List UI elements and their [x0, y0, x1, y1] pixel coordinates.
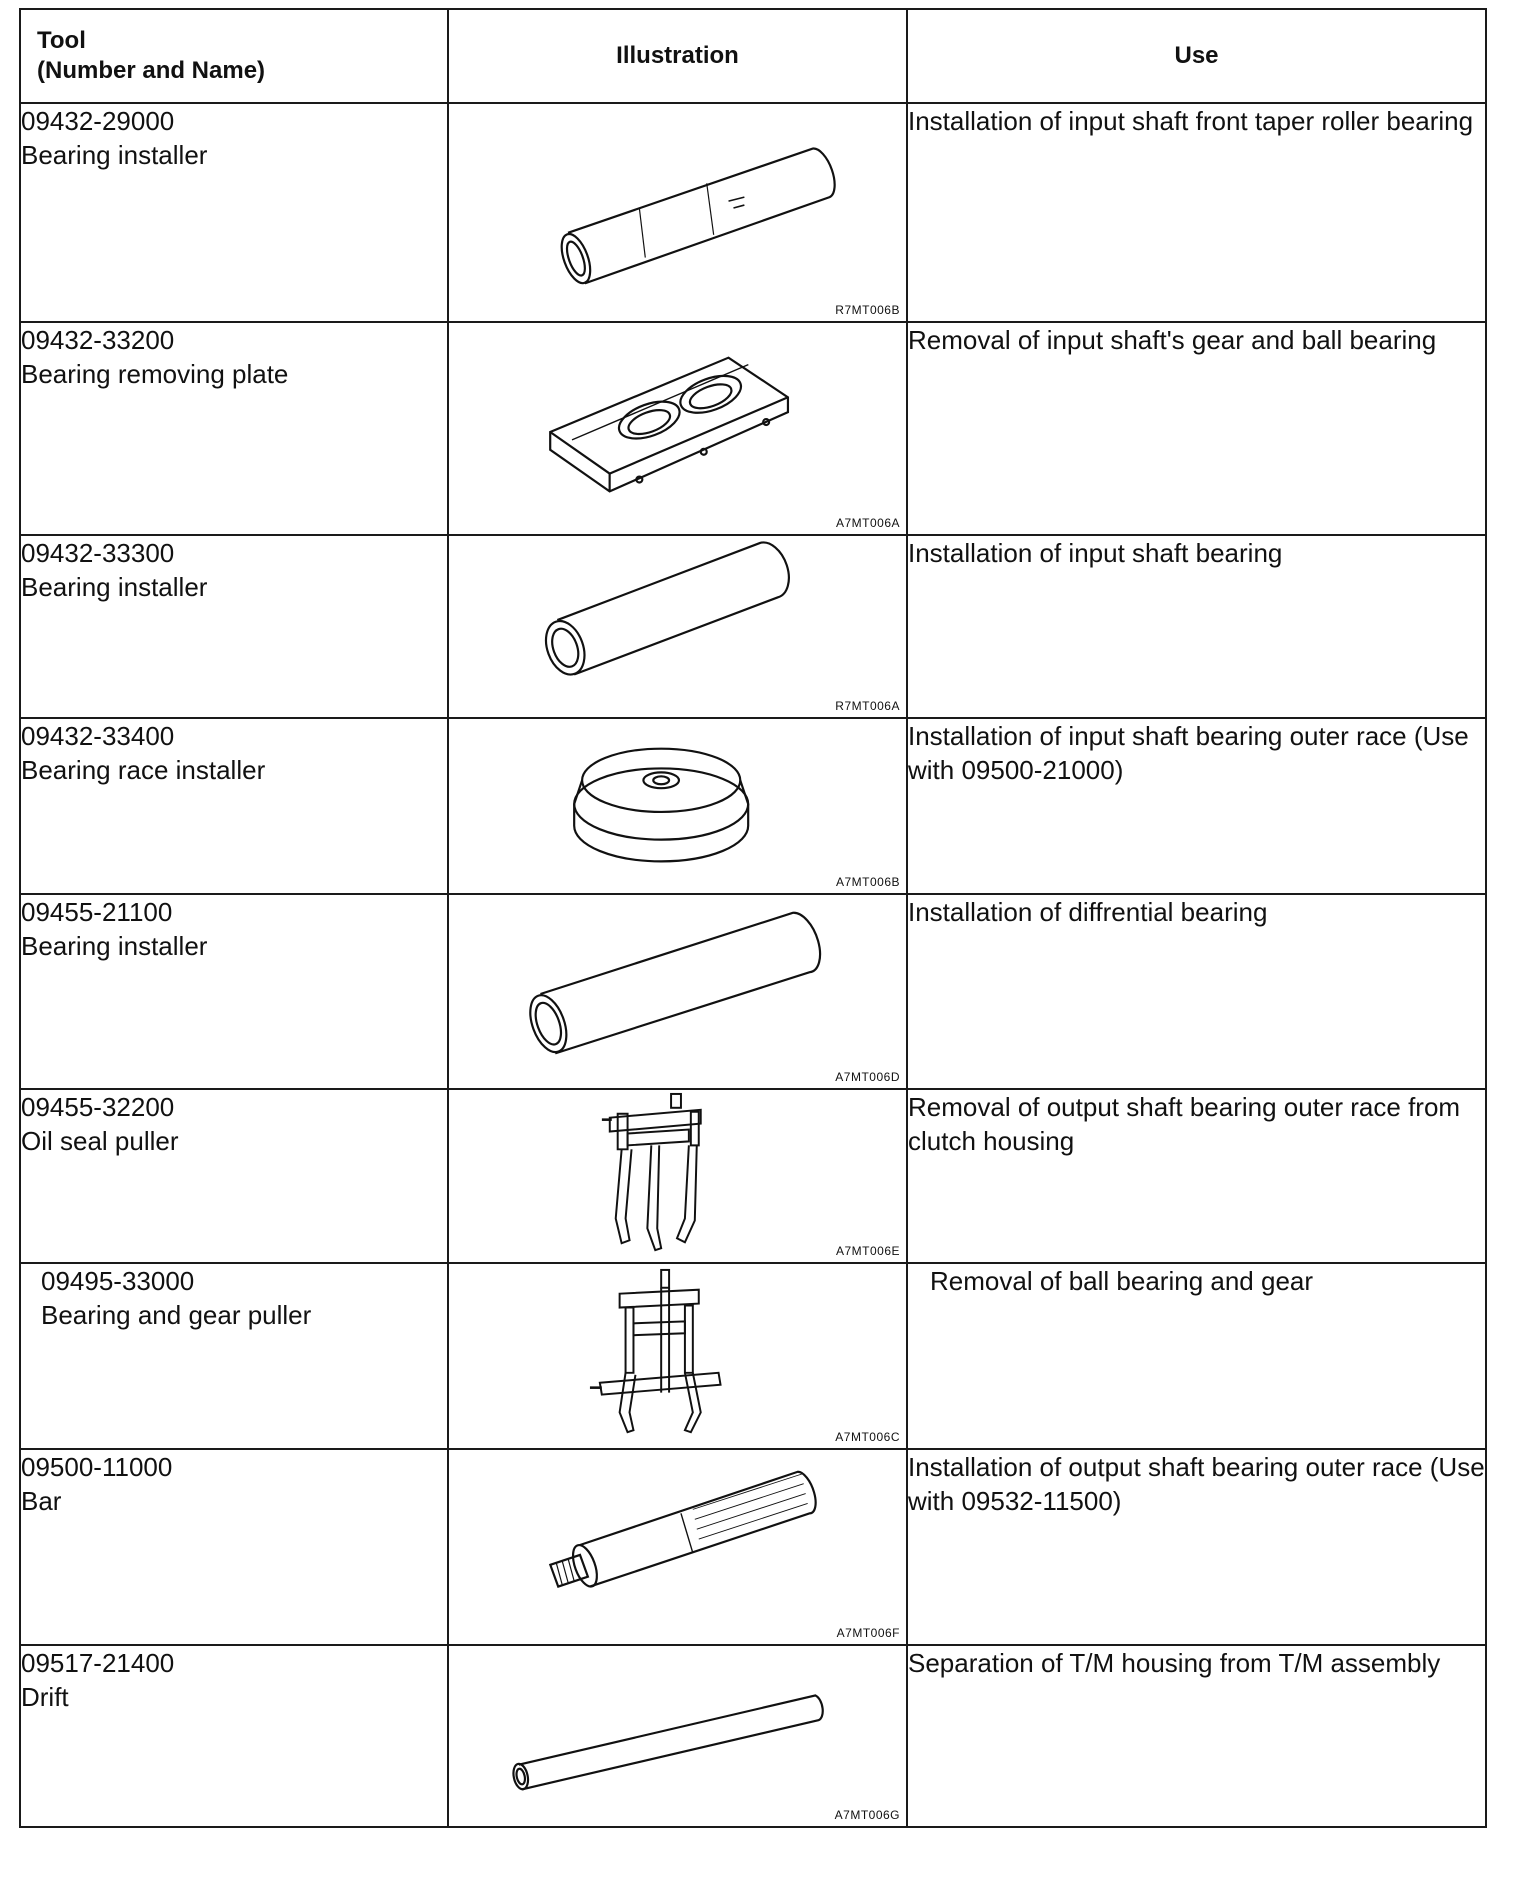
tool-name: Bearing installer	[21, 572, 208, 602]
table-row	[20, 535, 1486, 718]
illustration-cell	[448, 1645, 907, 1827]
bearing-installer-tube-icon	[449, 895, 905, 1088]
tool-name: Bearing race installer	[21, 755, 266, 785]
figure-code: A7MT006G	[834, 1808, 900, 1822]
bearing-removing-plate-icon	[449, 323, 905, 534]
oil-seal-puller-icon	[449, 1090, 905, 1262]
illustration-cell	[448, 718, 907, 894]
table-row	[20, 894, 1486, 1089]
table-row	[20, 1449, 1486, 1645]
threaded-bar-icon	[449, 1450, 905, 1644]
table-row	[20, 1263, 1486, 1449]
header-tool-line1: Tool	[37, 27, 86, 54]
use-cell: Installation of input shaft front taper roller bearing	[907, 103, 1486, 322]
illustration-cell	[448, 894, 907, 1089]
tool-number: 09517-21400	[21, 1648, 175, 1678]
figure-code: A7MT006B	[835, 875, 900, 889]
tool-number: 09495-33000	[41, 1266, 195, 1296]
tool-number: 09432-33200	[21, 325, 175, 355]
illustration-cell	[448, 322, 907, 535]
illustration-cell	[448, 1449, 907, 1645]
tool-cell	[20, 718, 448, 894]
tool-name: Bearing removing plate	[21, 359, 289, 389]
tool-name: Oil seal puller	[21, 1126, 179, 1156]
tool-number: 09432-33400	[21, 721, 175, 751]
special-tools-sheet	[19, 8, 1485, 1826]
use-cell: Installation of input shaft bearing	[907, 535, 1486, 718]
header-tool	[20, 9, 448, 103]
use-cell: Installation of output shaft bearing outer race (Use with 09532-11500)	[907, 1449, 1486, 1645]
tool-cell	[20, 322, 448, 535]
drift-rod-icon	[449, 1646, 905, 1826]
tool-name: Bar	[21, 1486, 62, 1516]
use-cell: Removal of ball bearing and gear	[907, 1263, 1486, 1449]
illustration-cell	[448, 103, 907, 322]
bearing-installer-sleeve-icon	[449, 104, 905, 321]
table-row	[20, 718, 1486, 894]
figure-code: R7MT006B	[835, 303, 900, 317]
tool-cell	[20, 535, 448, 718]
table-row	[20, 322, 1486, 535]
tool-cell	[20, 894, 448, 1089]
tool-name: Drift	[21, 1682, 69, 1712]
table-row	[20, 103, 1486, 322]
figure-code: A7MT006D	[835, 1070, 900, 1084]
table-header-row	[20, 9, 1486, 103]
illustration-cell	[448, 1263, 907, 1449]
tool-number: 09500-11000	[21, 1452, 173, 1482]
use-cell: Installation of diffrential bearing	[907, 894, 1486, 1089]
tool-name: Bearing installer	[21, 931, 208, 961]
special-tools-table	[19, 8, 1487, 1828]
illustration-cell	[448, 1089, 907, 1263]
tool-number: 09432-33300	[21, 538, 175, 568]
tool-cell	[20, 1449, 448, 1645]
figure-code: A7MT006F	[836, 1626, 900, 1640]
figure-code: A7MT006E	[835, 1244, 900, 1258]
header-illustration: Illustration	[448, 9, 907, 103]
figure-code: A7MT006C	[835, 1430, 900, 1444]
header-use: Use	[907, 9, 1486, 103]
tool-cell	[20, 1263, 448, 1449]
tool-name: Bearing and gear puller	[41, 1300, 312, 1330]
figure-code: A7MT006A	[835, 516, 900, 530]
use-cell: Separation of T/M housing from T/M assembly	[907, 1645, 1486, 1827]
use-cell: Removal of input shaft's gear and ball bearing	[907, 322, 1486, 535]
tool-number: 09455-32200	[21, 1092, 175, 1122]
use-cell: Installation of input shaft bearing outer race (Use with 09500-21000)	[907, 718, 1486, 894]
tool-number: 09432-29000	[21, 106, 175, 136]
table-row	[20, 1089, 1486, 1263]
table-row	[20, 1645, 1486, 1827]
race-installer-disc-icon	[449, 719, 905, 893]
tool-number: 09455-21100	[21, 897, 173, 927]
tool-cell	[20, 1645, 448, 1827]
header-tool-line2: (Number and Name)	[37, 57, 266, 84]
tool-cell	[20, 103, 448, 322]
gear-puller-icon	[449, 1264, 905, 1448]
tool-cell	[20, 1089, 448, 1263]
illustration-cell	[448, 535, 907, 718]
tool-name: Bearing installer	[21, 140, 208, 170]
use-cell: Removal of output shaft bearing outer race from clutch housing	[907, 1089, 1486, 1263]
bearing-installer-tube-icon	[449, 536, 905, 717]
figure-code: R7MT006A	[835, 699, 900, 713]
